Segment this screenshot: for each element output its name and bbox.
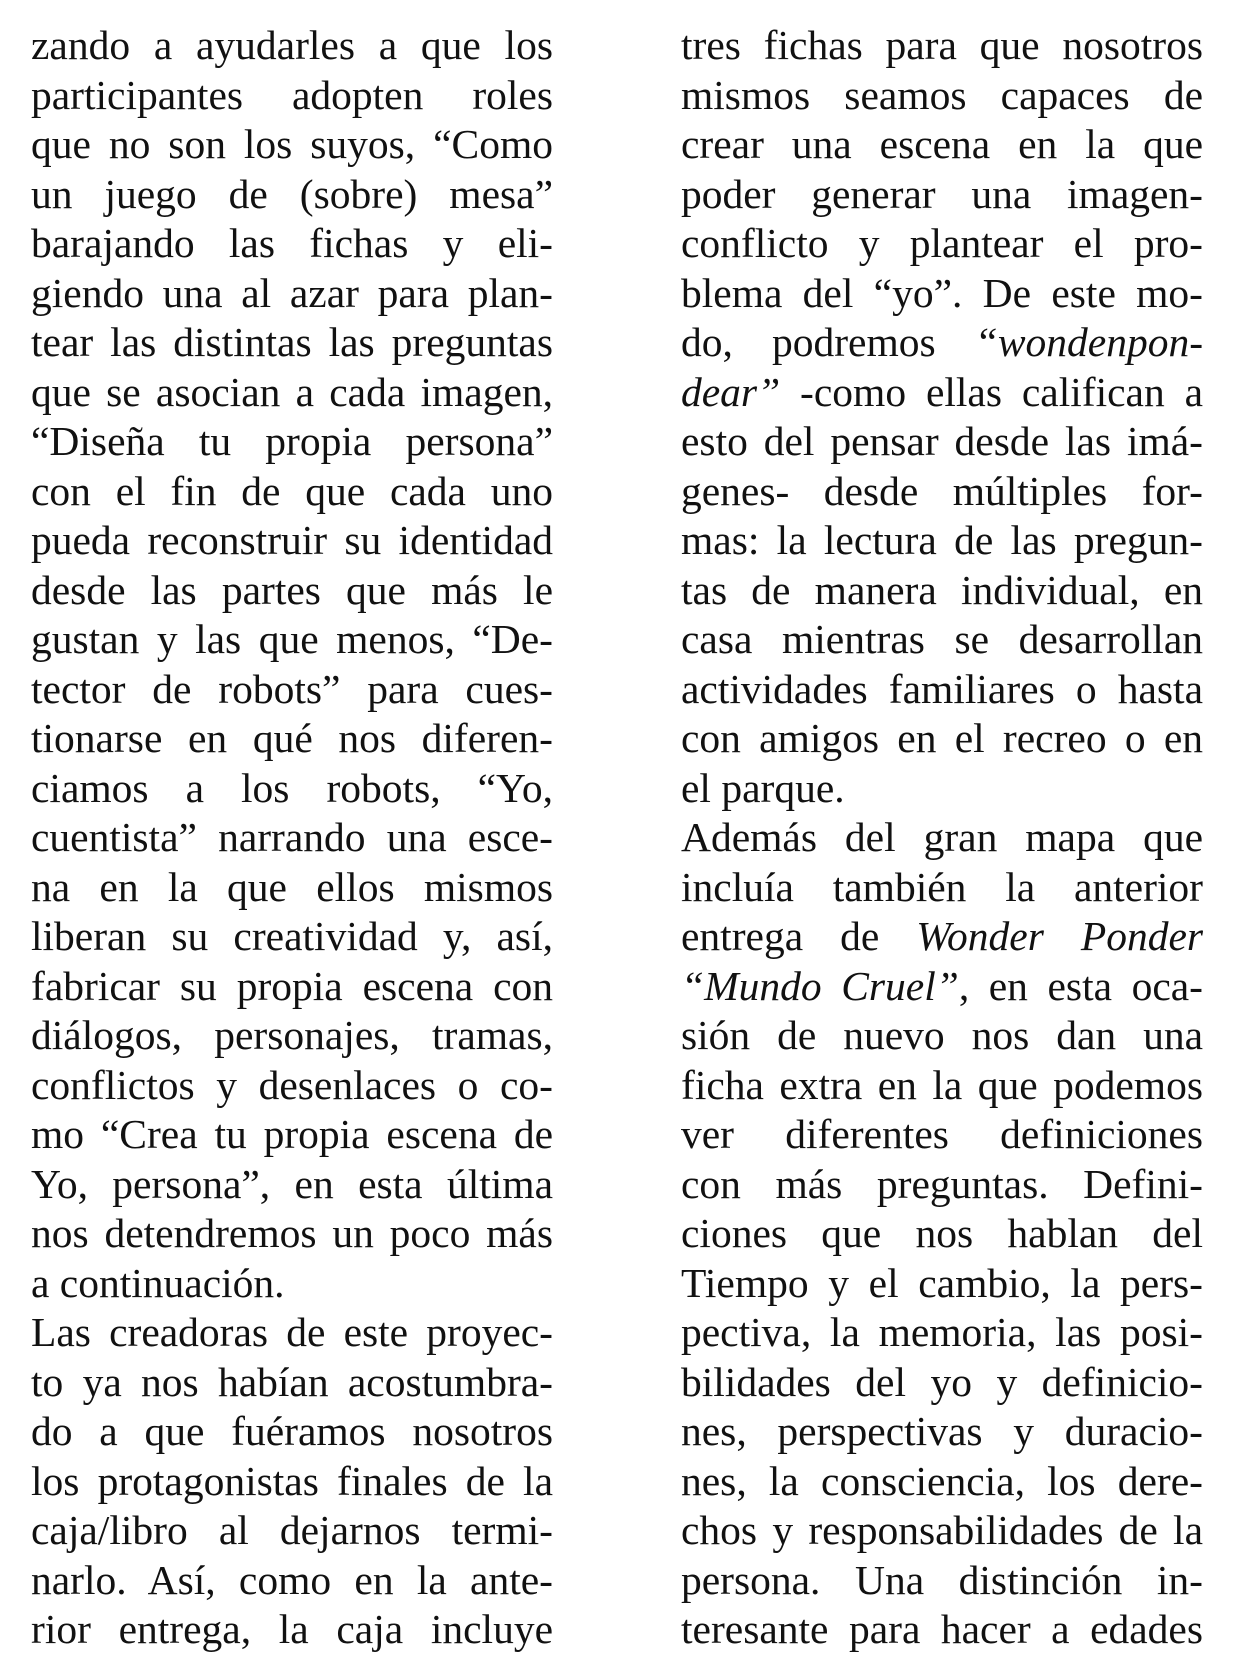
text-line: ver diferentes definiciones	[681, 1111, 1203, 1157]
text-line: nes, la consciencia, los dere-	[681, 1457, 1203, 1504]
text-line: ciones que nos hablan del	[681, 1210, 1203, 1256]
text-line: tear las distintas las preguntas	[31, 319, 553, 365]
text-line: esto del pensar desde las imá-	[681, 418, 1203, 464]
text-line: tionarse en qué nos diferen-	[31, 715, 553, 761]
right-text-column	[681, 21, 1203, 1655]
text-line: “Diseña tu propia persona”	[31, 418, 553, 464]
italic-title: “Mundo Cruel”	[681, 962, 959, 1009]
text-line: los protagonistas finales de la	[31, 1457, 553, 1504]
text-line: caja/libro al dejarnos termi-	[31, 1507, 553, 1553]
text-line: mas: la lectura de las pregun-	[681, 517, 1203, 563]
text-line: pueda reconstruir su identidad	[31, 517, 553, 563]
text-line: crear una escena en la que	[681, 121, 1203, 167]
text-line: con el fin de que cada uno	[31, 467, 553, 514]
text-line: tector de robots” para cues-	[31, 665, 553, 712]
text-line: ciamos a los robots, “Yo,	[31, 764, 553, 811]
text-line: conflictos y desenlaces o co-	[31, 1061, 553, 1108]
text-line	[681, 912, 1203, 962]
text-line: ficha extra en la que podemos	[681, 1061, 1203, 1108]
text-line: gustan y las que menos, “De-	[31, 616, 553, 662]
text-line: que no son los suyos, “Como	[31, 121, 553, 167]
text-line: Tiempo y el cambio, la pers-	[681, 1259, 1203, 1306]
text-line: con más preguntas. Defini-	[681, 1160, 1203, 1207]
text-line: poder generar una imagen-	[681, 170, 1203, 217]
text-line: que se asocian a cada imagen,	[31, 368, 553, 415]
italic-title: Wonder Ponder	[916, 913, 1203, 959]
text-line: barajando las fichas y eli-	[31, 220, 553, 266]
text-line: conflicto y plantear el pro-	[681, 220, 1203, 266]
text-line: con amigos en el recreo o en	[681, 715, 1203, 761]
text-line: un juego de (sobre) mesa”	[31, 170, 553, 217]
text-line: cuentista” narrando una esce-	[31, 814, 553, 860]
text-line: chos y responsabilidades de la	[681, 1507, 1203, 1553]
text-line: teresante para hacer a edades	[681, 1606, 1203, 1652]
text-line: na en la que ellos mismos	[31, 863, 553, 910]
text-line: rior entrega, la caja incluye	[31, 1606, 553, 1652]
text-line: Las creadoras de este proyec-	[31, 1309, 553, 1355]
text-line: nes, perspectivas y duracio-	[681, 1408, 1203, 1454]
text-line: Además del gran mapa que	[681, 814, 1203, 860]
text-line: tas de manera individual, en	[681, 566, 1203, 613]
text-line	[681, 318, 1203, 368]
text-line: persona. Una distinción in-	[681, 1556, 1203, 1603]
text-line: diálogos, personajes, tramas,	[31, 1012, 553, 1058]
text-line: pectiva, la memoria, las posi-	[681, 1309, 1203, 1355]
text-line	[681, 962, 1203, 1012]
text-line: bilidades del yo y definicio-	[681, 1358, 1203, 1405]
text-line: incluía también la anterior	[681, 863, 1203, 910]
text-line: genes- desde múltiples for-	[681, 467, 1203, 514]
text-line: narlo. Así, como en la ante-	[31, 1556, 553, 1603]
text-line: participantes adopten roles	[31, 71, 553, 118]
italic-term: dear”	[681, 368, 781, 415]
text-line: zando a ayudarles a que los	[31, 22, 553, 68]
text-line: to ya nos habían acostumbra-	[31, 1358, 553, 1405]
left-text-column	[31, 21, 553, 1655]
text-line: mismos seamos capaces de	[681, 71, 1203, 118]
text-line: tres fichas para que nosotros	[681, 22, 1203, 68]
text-line: sión de nuevo nos dan una	[681, 1012, 1203, 1058]
text-line: liberan su creatividad y, así,	[31, 913, 553, 959]
text-line: Yo, persona”, en esta última	[31, 1160, 553, 1207]
text-segment: do, podremos	[681, 319, 936, 365]
text-line: desde las partes que más le	[31, 566, 553, 613]
text-line: do a que fuéramos nosotros	[31, 1408, 553, 1454]
text-segment: , en esta oca-	[958, 962, 1203, 1009]
text-line: mo “Crea tu propia escena de	[31, 1111, 553, 1157]
text-line: fabricar su propia escena con	[31, 962, 553, 1009]
text-segment: -como ellas califican a	[800, 368, 1203, 415]
text-line: casa mientras se desarrollan	[681, 616, 1203, 662]
text-line: actividades familiares o hasta	[681, 665, 1203, 712]
text-line: el parque.	[681, 764, 845, 811]
text-line	[681, 368, 1203, 418]
italic-term: “wondenpon-	[974, 319, 1203, 365]
text-line: blema del “yo”. De este mo-	[681, 269, 1203, 316]
text-line: giendo una al azar para plan-	[31, 269, 553, 316]
text-line: nos detendremos un poco más	[31, 1210, 553, 1256]
text-line: a continuación.	[31, 1259, 285, 1306]
text-segment: entrega de	[681, 913, 880, 959]
